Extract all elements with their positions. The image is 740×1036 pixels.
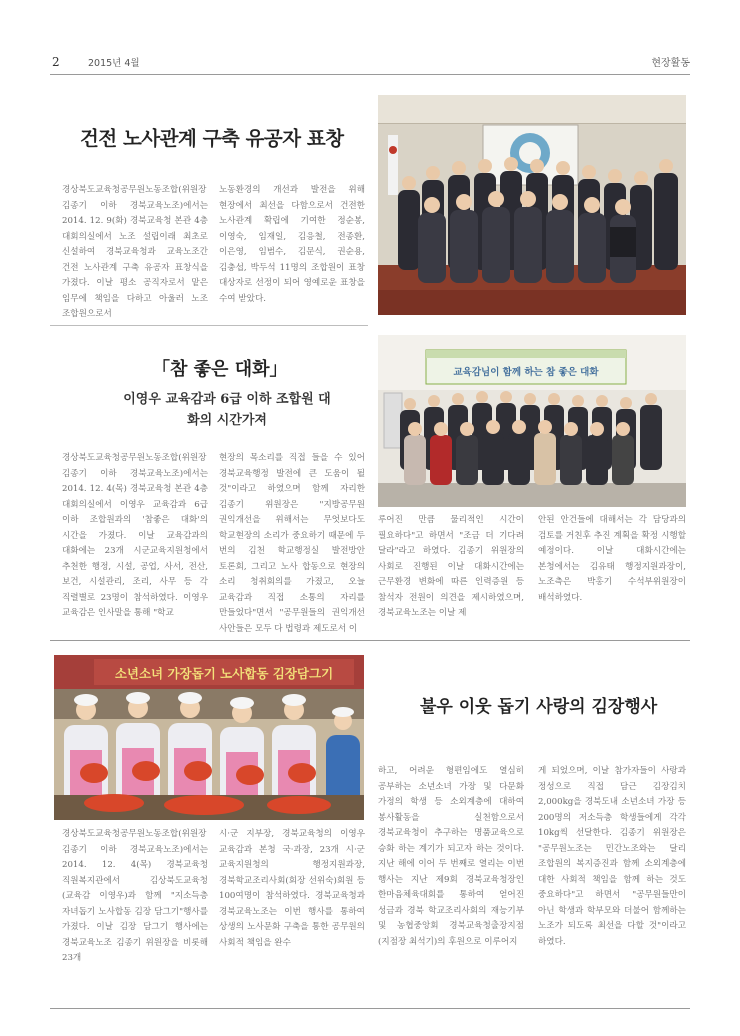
article3-title: 불우 이웃 돕기 사랑의 김장행사 — [420, 697, 658, 717]
article3-column-4: 게 되었으며, 이날 참가자들이 사랑과 정성으로 직접 담근 김장김치 2,000kg을 경북도내 소년소녀 가장 등 200명의 저소득층 학생들에게 각각 10kg씩 선달한다. 김종기 위원장은 "공무원노조는 민간노조와는 달리 조합원의 복지증진과 함께 소외계층에 대한 사회적 책임을 함께 하는 것도 중요하다"고 하면서 "공무원들만이 아닌 학생과 학부모와 더불어 함께하는 노조가 되도록 최선을 다할 것"이라고 하였다. — [538, 766, 686, 947]
issue-date: 2015년 4월 — [88, 58, 140, 69]
article2-banner-text: 교육감님이 함께 하는 참 좋은 대화 — [453, 367, 599, 378]
footer-rule — [50, 1008, 690, 1009]
article3-column-1: 경상북도교육청공무원노동조합(위원장 김종기 이하 경북교육노조)에서는 2014. 12. 4(목) 경북교육청 직원복지관에서 김상북도교육청(교육감 이영우)과 함께 "지소득층 자녀돕기 노사합동 김장 담그기"행사를 가졌다. 이날 김장 담그기 행사에는 경북교육노조 김종기 위원장을 비롯해 23개 — [62, 829, 208, 963]
article1-divider — [50, 325, 368, 326]
article2-subtitle: 이영우 교육감과 6급 이하 조합원 대화의 시간가져 — [123, 392, 331, 428]
article2-divider — [50, 640, 690, 641]
article2-title: 「참 좋은 대화」 — [152, 359, 288, 380]
article1-title: 건전 노사관계 구축 유공자 표창 — [80, 127, 344, 150]
article1-group-photo — [378, 95, 686, 315]
article2-column-1: 경상북도교육청공무원노동조합(위원장 김종기 이하 경북교육노조)에서는 2014. 12. 4(목) 경북교육청 본관 4층 대회의실에서 이영우 교육감과 6급 이하 조합원과의 '참좋은 대화'의 시간을 가졌다. 이날 교육감과의 대화에는 23개 시군교육지원청에서 추천한 행정, 시설, 공업, 사서, 전산, 보건, 시설관리, 조리, 사무 등 각 직렬별로 23명이 참석하였다. 이영우 교육감은 인사말을 통해 "학교 — [62, 453, 208, 618]
section-label: 현장활동 — [651, 58, 690, 69]
page-number: 2 — [52, 55, 60, 69]
article1-column-1: 경상북도교육청공무원노동조합(위원장 김종기 이하 경북교육노조)에서는 2014. 12. 9(화) 경북교육청 본관 4층 대회의실에서 노조 설립이래 최초로 신설하여 경북교육청과 교육노조간 건전 노사관계 구축 유공자 표창식을 가졌다. 이날 평소 공직자로서 맡은 임무에 책임을 다하고 아울러 노조 조합원으로서 — [62, 185, 208, 319]
article2-group-photo — [378, 335, 686, 507]
article2-column-4: 안된 안건들에 대해서는 각 담당과의 검토를 거친후 추진 계획을 확정 시행할 예정이다. 이날 대화시간에는 본청에서는 김유태 행정지원과장이, 노조측은 박홍기 수석부위원장이 배석하였다. — [538, 515, 686, 603]
article2-column-2: 현장의 목소리를 직접 들을 수 있어 경북교육행정 발전에 큰 도움이 될 것"이라고 하였으며 함께 자리한 김종기 위원장은 "지방공무원 권익개선을 위해서는 무엇보다도 학교현장의 소리가 중요하기 때문에 두 번의 김천 학교행정실 발전방안 토론회, 그리고 노사 합동으로 현장의 소리 청취회의를 가졌고, 오늘 교육감과 직접 소통의 자리를 만들었다"면서 "공무원들의 권익개선 사안들은 모두 다 법령과 제도로서 이 — [219, 453, 365, 634]
article1-column-2: 노동환경의 개선과 발전을 위해 현장에서 최선을 다함으로서 건전한 노사관계 확립에 기여한 정순봉, 이영숙, 임재일, 김응철, 전종환, 이은영, 임범수, 김문식, 권순용, 김충섭, 박두석 11명의 조합원이 표창 대상자로 선정이 되어 영예로운 표창을 수여 받았다. — [219, 185, 365, 304]
article3-column-2: 시·군 지부장, 경북교육청의 이영우 교육감과 본청 국·과장, 23개 시·군 교육지원청의 행정지원과장, 경북학교조리사회(회장 선위숙)회원 등 100여명이 참석하였다. 경북교육청과 경북교육노조는 이번 행사를 통하여 상생의 노사문화 구축을 통한 공무원의 사회적 책임을 완수 — [219, 829, 365, 948]
article2-column-3: 루어진 만큼 물리적인 시간이 필요하다"고 하면서 "조금 더 기다려 달라"라고 하였다. 김종기 위원장의 사회로 진행된 이날 대화시간에는 근무환경 변화에 따른 인력증원 등 참석자 전원이 의견을 제시하였으며, 경북교육노조는 이날 제 — [378, 515, 524, 618]
article3-banner-text: 소년소녀 가장돕기 노사합동 김장담그기 — [114, 666, 334, 681]
article3-column-3: 하고, 어려운 형편임에도 열심히 공부하는 소년소녀 가장 및 다문화 가정의 학생 등 소외계층에 대하여 봉사활동을 실천함으로서 경북교육청이 추구하는 명품교육으로 승화 하는 계기가 되고자 하는 것이다. 지난 해에 이어 두 번째로 열리는 이번 행사는 지난 제9회 경북교육청장인 한마음체육대회를 통하여 얻어진 성금과 경북 학교조리사회의 재능기부 및 농협중앙회 경북교육청출장지점(지점장 최석기)의 후원으로 이루어지 — [378, 766, 524, 947]
article3-kimchi-photo — [54, 655, 364, 820]
header-rule — [50, 74, 690, 75]
